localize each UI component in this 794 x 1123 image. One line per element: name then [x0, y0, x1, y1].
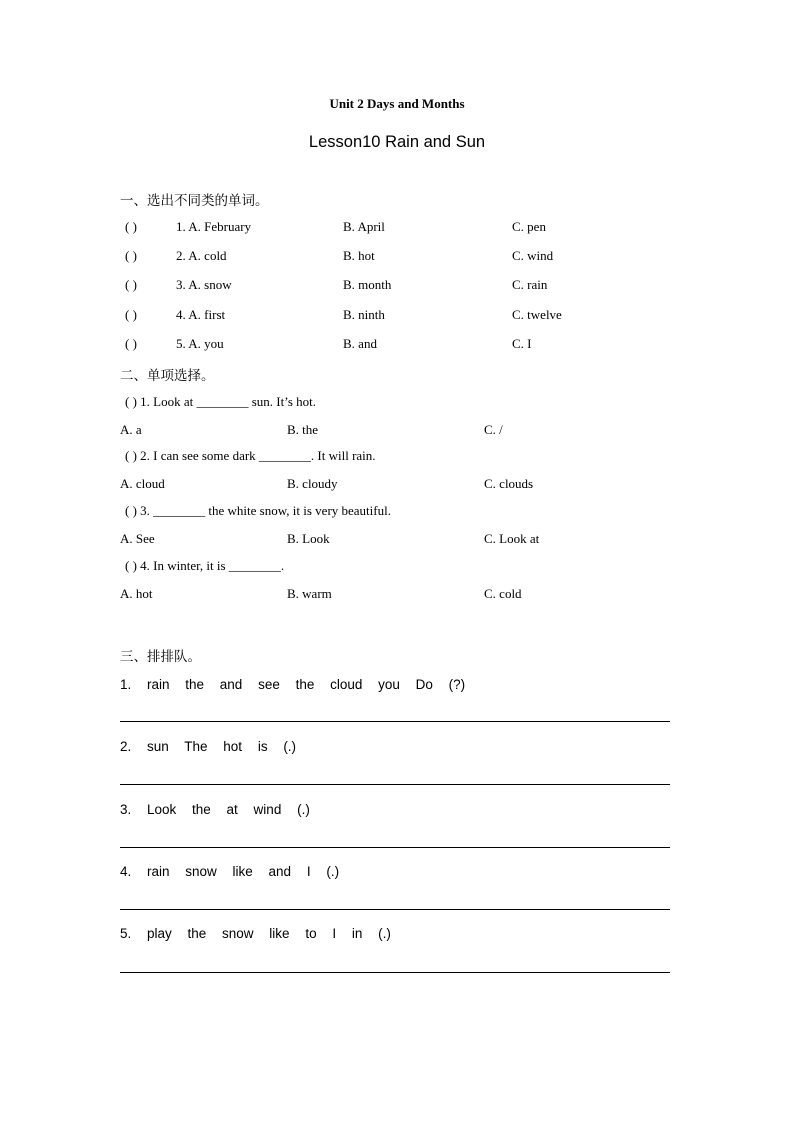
question-text: ( ) 4. In winter, it is ________.	[125, 558, 285, 573]
option-a: A. See	[120, 531, 155, 546]
option-c: C. rain	[512, 277, 548, 292]
lesson-title: Lesson10 Rain and Sun	[308, 133, 486, 151]
answer-line[interactable]	[120, 721, 670, 722]
option-c: C. /	[484, 422, 503, 437]
answer-paren: ( )	[125, 219, 137, 234]
option-a: 4. A. first	[176, 307, 226, 322]
unit-title: Unit 2 Days and Months	[329, 96, 465, 111]
answer-line[interactable]	[120, 847, 670, 848]
answer-paren: ( )	[125, 336, 137, 351]
option-c: C. cold	[484, 586, 522, 601]
section2-title: 二、单项选择。	[120, 368, 215, 384]
answer-paren: ( )	[125, 307, 137, 322]
section3-title: 三、排排队。	[120, 649, 201, 665]
option-b: B. ninth	[343, 307, 385, 322]
answer-line[interactable]	[120, 909, 670, 910]
answer-line[interactable]	[120, 784, 670, 785]
option-a: 5. A. you	[176, 336, 224, 351]
question-text: ( ) 1. Look at ________ sun. It’s hot.	[125, 394, 317, 409]
answer-line[interactable]	[120, 972, 670, 973]
scrambled-sentence: 4. rain snow like and I (.)	[120, 864, 340, 879]
option-b: B. and	[343, 336, 377, 351]
answer-paren: ( )	[125, 248, 137, 263]
option-c: C. pen	[512, 219, 546, 234]
scrambled-sentence: 3. Look the at wind (.)	[120, 802, 310, 817]
scrambled-sentence: 5. play the snow like to I in (.)	[120, 926, 391, 941]
option-a: 1. A. February	[176, 219, 252, 234]
option-b: B. hot	[343, 248, 375, 263]
option-a: 3. A. snow	[176, 277, 232, 292]
scrambled-sentence: 2. sun The hot is (.)	[120, 739, 297, 754]
option-a: A. cloud	[120, 476, 165, 491]
option-c: C. I	[512, 336, 532, 351]
option-c: C. wind	[512, 248, 554, 263]
question-text: ( ) 2. I can see some dark ________. It will rain.	[125, 448, 376, 463]
scrambled-sentence: 1. rain the and see the cloud you Do (?)	[120, 677, 466, 692]
option-b: B. month	[343, 277, 392, 292]
option-a: A. hot	[120, 586, 153, 601]
option-c: C. Look at	[484, 531, 540, 546]
option-b: B. April	[343, 219, 385, 234]
option-b: B. warm	[287, 586, 332, 601]
option-c: C. twelve	[512, 307, 562, 322]
option-c: C. clouds	[484, 476, 534, 491]
section1-title: 一、选出不同类的单词。	[120, 193, 269, 209]
option-a: 2. A. cold	[176, 248, 227, 263]
option-b: B. the	[287, 422, 319, 437]
question-text: ( ) 3. ________ the white snow, it is very beautiful.	[125, 503, 391, 518]
option-a: A. a	[120, 422, 142, 437]
option-b: B. Look	[287, 531, 330, 546]
option-b: B. cloudy	[287, 476, 338, 491]
answer-paren: ( )	[125, 277, 137, 292]
